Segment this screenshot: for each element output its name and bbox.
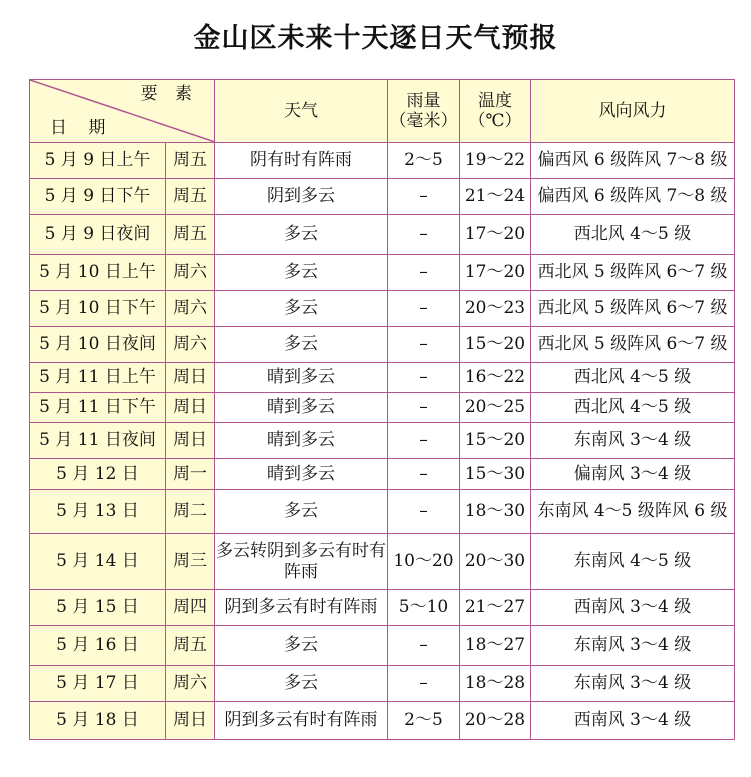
weekday-cell: 周六 (166, 666, 215, 702)
table-row (30, 179, 735, 215)
weekday-cell: 周日 (166, 423, 215, 459)
table-row (30, 291, 735, 327)
temp-cell: 16～22 (460, 363, 531, 393)
wind-cell: 东南风 3～4 级 (531, 626, 735, 666)
wind-cell: 西北风 4～5 级 (531, 215, 735, 255)
weather-cell: 多云 (215, 215, 388, 255)
temp-cell: 21～27 (460, 590, 531, 626)
wind-cell: 西北风 5 级阵风 6～7 级 (531, 255, 735, 291)
weather-cell: 阴到多云 (215, 179, 388, 215)
wind-cell: 东南风 4～5 级 (531, 534, 735, 590)
temp-cell: 20～25 (460, 393, 531, 423)
rain-cell: 5～10 (388, 590, 460, 626)
rain-cell: – (388, 291, 460, 327)
wind-header: 风向风力 (531, 80, 735, 143)
page-title: 金山区未来十天逐日天气预报 (193, 23, 558, 54)
weekday-cell: 周六 (166, 291, 215, 327)
rain-cell: – (388, 393, 460, 423)
wind-cell: 东南风 3～4 级 (531, 666, 735, 702)
weekday-cell: 周五 (166, 626, 215, 666)
weather-cell: 阴有时有阵雨 (215, 143, 388, 179)
rain-cell: – (388, 666, 460, 702)
weather-cell: 多云 (215, 327, 388, 363)
date-cell: 5 月 17 日 (30, 666, 166, 702)
weather-cell: 晴到多云 (215, 393, 388, 423)
date-cell: 5 月 11 日上午 (30, 363, 166, 393)
temp-cell: 15～20 (460, 423, 531, 459)
weather-cell: 晴到多云 (215, 459, 388, 490)
weekday-cell: 周四 (166, 590, 215, 626)
rain-header (388, 80, 460, 143)
table-row (30, 459, 735, 490)
wind-cell: 西南风 3～4 级 (531, 590, 735, 626)
weather-cell: 多云 (215, 291, 388, 327)
date-cell: 5 月 18 日 (30, 702, 166, 740)
table-row (30, 490, 735, 534)
temp-header (460, 80, 531, 143)
wind-cell: 西北风 5 级阵风 6～7 级 (531, 291, 735, 327)
wind-cell: 西南风 3～4 级 (531, 702, 735, 740)
table-row (30, 702, 735, 740)
rain-header-line2: （毫米） (389, 111, 458, 131)
weekday-cell: 周六 (166, 327, 215, 363)
corner-elements-label: 要 素 (140, 84, 198, 104)
date-cell: 5 月 9 日夜间 (30, 215, 166, 255)
weekday-cell: 周日 (166, 363, 215, 393)
date-cell: 5 月 12 日 (30, 459, 166, 490)
wind-cell: 西北风 4～5 级 (531, 393, 735, 423)
table-row (30, 626, 735, 666)
weekday-cell: 周五 (166, 179, 215, 215)
weekday-cell: 周五 (166, 215, 215, 255)
weekday-cell: 周二 (166, 490, 215, 534)
weather-cell: 晴到多云 (215, 363, 388, 393)
date-cell: 5 月 15 日 (30, 590, 166, 626)
weather-header: 天气 (215, 80, 388, 143)
table-row (30, 215, 735, 255)
temp-cell: 20～23 (460, 291, 531, 327)
date-cell: 5 月 10 日下午 (30, 291, 166, 327)
date-cell: 5 月 9 日上午 (30, 143, 166, 179)
rain-cell: 2～5 (388, 143, 460, 179)
date-cell: 5 月 13 日 (30, 490, 166, 534)
date-cell: 5 月 9 日下午 (30, 179, 166, 215)
table-row (30, 143, 735, 179)
weekday-cell: 周一 (166, 459, 215, 490)
table-row (30, 534, 735, 590)
rain-cell: – (388, 255, 460, 291)
date-cell: 5 月 16 日 (30, 626, 166, 666)
temp-cell: 18～30 (460, 490, 531, 534)
table-row (30, 393, 735, 423)
wind-cell: 西北风 5 级阵风 6～7 级 (531, 327, 735, 363)
weather-cell: 多云 (215, 490, 388, 534)
wind-cell: 偏南风 3～4 级 (531, 459, 735, 490)
rain-cell: – (388, 363, 460, 393)
table-row (30, 423, 735, 459)
table-row (30, 666, 735, 702)
rain-cell: – (388, 459, 460, 490)
rain-cell: – (388, 215, 460, 255)
temp-cell: 15～20 (460, 327, 531, 363)
temp-cell: 15～30 (460, 459, 531, 490)
weather-cell: 多云转阴到多云有时有阵雨 (215, 534, 388, 590)
temp-cell: 17～20 (460, 215, 531, 255)
weekday-cell: 周日 (166, 393, 215, 423)
rain-cell: – (388, 423, 460, 459)
rain-cell: – (388, 626, 460, 666)
table-row (30, 255, 735, 291)
weather-cell: 晴到多云 (215, 423, 388, 459)
date-cell: 5 月 10 日夜间 (30, 327, 166, 363)
temp-cell: 19～22 (460, 143, 531, 179)
rain-cell: – (388, 179, 460, 215)
table-row (30, 327, 735, 363)
wind-cell: 东南风 4～5 级阵风 6 级 (531, 490, 735, 534)
weather-cell: 阴到多云有时有阵雨 (215, 590, 388, 626)
rain-cell: 10～20 (388, 534, 460, 590)
table-row (30, 363, 735, 393)
wind-cell: 西北风 4～5 级 (531, 363, 735, 393)
temp-cell: 20～28 (460, 702, 531, 740)
corner-header-cell (30, 80, 215, 143)
temp-cell: 17～20 (460, 255, 531, 291)
forecast-table (29, 79, 735, 740)
corner-date-label: 日 期 (50, 117, 114, 138)
date-cell: 5 月 10 日上午 (30, 255, 166, 291)
temp-header-line1: 温度 (478, 90, 512, 111)
temp-cell: 18～27 (460, 626, 531, 666)
temp-cell: 21～24 (460, 179, 531, 215)
date-cell: 5 月 11 日夜间 (30, 423, 166, 459)
date-cell: 5 月 14 日 (30, 534, 166, 590)
weather-cell: 多云 (215, 666, 388, 702)
weather-cell: 多云 (215, 626, 388, 666)
table-row (30, 590, 735, 626)
weekday-cell: 周三 (166, 534, 215, 590)
rain-cell: – (388, 327, 460, 363)
temp-cell: 18～28 (460, 666, 531, 702)
date-cell: 5 月 11 日下午 (30, 393, 166, 423)
rain-cell: 2～5 (388, 702, 460, 740)
wind-cell: 偏西风 6 级阵风 7～8 级 (531, 143, 735, 179)
weekday-cell: 周日 (166, 702, 215, 740)
weekday-cell: 周五 (166, 143, 215, 179)
rain-header-line1: 雨量 (406, 90, 441, 111)
rain-cell: – (388, 490, 460, 534)
wind-cell: 偏西风 6 级阵风 7～8 级 (531, 179, 735, 215)
weather-cell: 阴到多云有时有阵雨 (215, 702, 388, 740)
wind-cell: 东南风 3～4 级 (531, 423, 735, 459)
weather-cell: 多云 (215, 255, 388, 291)
temp-cell: 20～30 (460, 534, 531, 590)
weekday-cell: 周六 (166, 255, 215, 291)
temp-header-line2: （℃） (468, 111, 522, 131)
header-row (30, 80, 735, 143)
